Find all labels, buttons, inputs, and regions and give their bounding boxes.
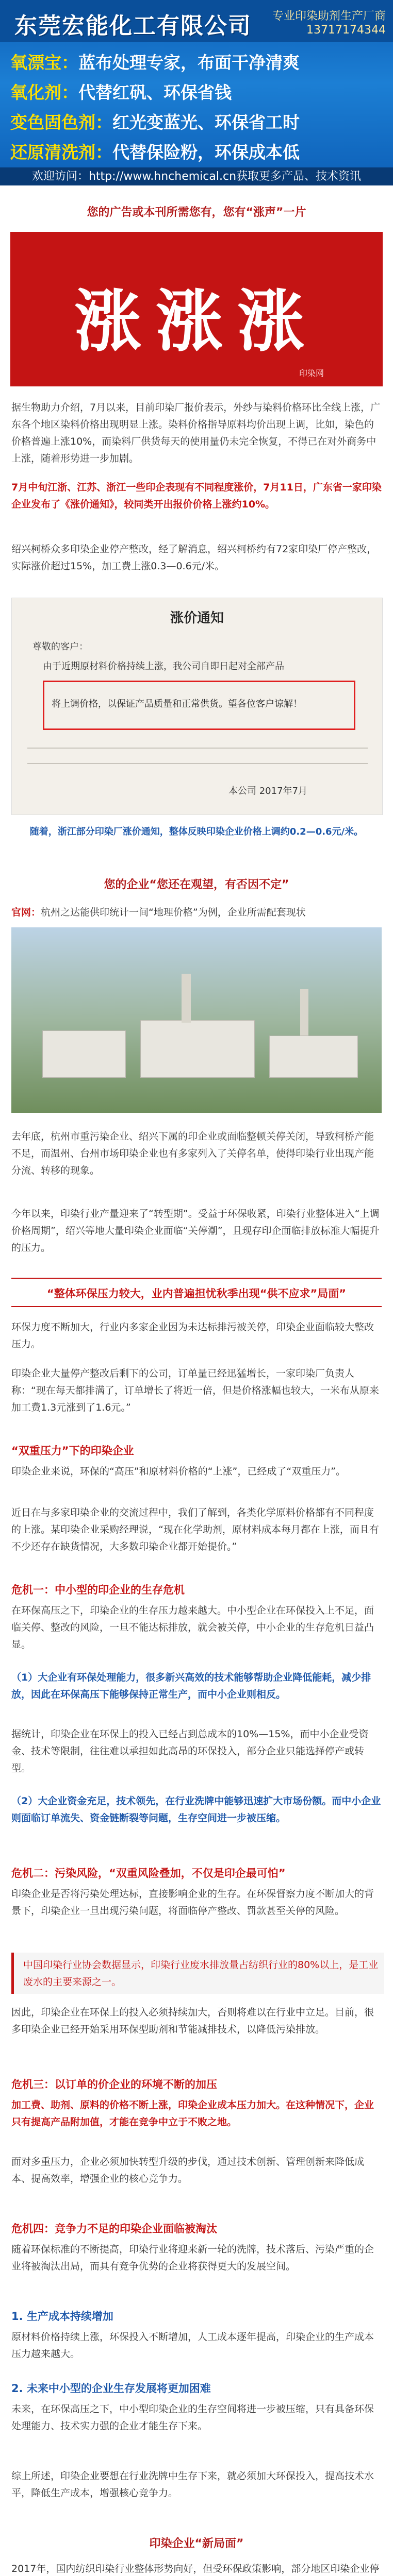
- subheading: 危机四：竞争力不足的印染企业面临被淘汰: [11, 2223, 217, 2235]
- image-caption: 随着，浙江部分印染厂涨价通知，整体反映印染企业价格上调约0.2—0.6元/米。: [29, 826, 364, 837]
- paragraph: 绍兴柯桥众多印染企业停产整改，经了解消息，绍兴柯桥约有72家印染厂停产整改，实际涨价超过15%，加工费上涨0.3—0.6元/米。: [11, 544, 377, 572]
- factory-chimney: [300, 989, 308, 1036]
- banner-product-line: [10, 49, 383, 74]
- paragraph: 今年以来，印染行业产量迎来了“转型期”。受益于环保收紧，印染行业整体进入“上调价格周期”，绍兴等地大量印染企业面临“关停潮”，且现存印企面临排放标准大幅提升的压力。: [11, 1208, 380, 1253]
- pull-quote: “整体环保压力较大，业内普遍担忧秋季出现“供不应求”局面”: [46, 1287, 347, 1300]
- subheading: 危机三：以订单的价企业的环境不断的加压: [11, 2078, 217, 2091]
- banner-footer-url[interactable]: 欢迎访问：http://www.hnchemical.cn获取更多产品、技术资讯: [0, 167, 393, 185]
- banner-slogan: 专业印染助剂生产厂商: [272, 10, 386, 23]
- paragraph: 环保力度不断加大，行业内多家企业因为未达标排污被关停，印染企业面临较大整改压力。: [11, 1321, 374, 1350]
- banner-product-line: [10, 139, 383, 163]
- paragraph: 去年底，杭州市重污染企业、绍兴下属的印企业或面临整顿关停关闭，导致柯桥产能不足，而温州、台州市场印染企业也有多家列入了关停名单，使得印染行业出现产能分流、转移的现象。: [11, 1131, 374, 1176]
- paragraph-label: 官网：: [11, 907, 41, 918]
- banner-product-text: 代替保险粉，环保成本低: [112, 142, 300, 162]
- banner-product-label: 氧化剂：: [10, 82, 78, 103]
- banner-phone[interactable]: 13717174344: [306, 24, 386, 37]
- notice-signature: 本公司 2017年7月: [228, 786, 307, 796]
- paragraph: 综上所述，印染企业要想在行业洗牌中生存下来，就必须加大环保投入，提高技术水平，降低生产成本，增强核心竞争力。: [11, 2470, 374, 2499]
- paragraph: [11, 2097, 382, 2131]
- banner-product-line: [10, 109, 383, 133]
- paragraph: 据生物助力介绍，7月以来，目前印染厂报价表示，外纱与染料价格环比全线上涨，广东各个地区染料价格出现明显上涨。染料价格指导原料均价出现上调，比如，染色的价格普遍上涨10%，而染料厂供货每天的使用量仍未完全恢复，不得已在对外商务中上涨，随着形势进一步加剧。: [11, 402, 381, 464]
- factory-building: [269, 1036, 358, 1078]
- hero-image: [10, 232, 383, 386]
- highlight-box: [11, 1953, 384, 1994]
- banner-product-label: 还原清洗剂：: [10, 142, 112, 162]
- notice-greeting: 尊敬的客户：: [32, 641, 88, 652]
- paragraph: [11, 479, 382, 513]
- section-title: 您的广告或本刊所需您有，您有“涨声”一片: [87, 206, 306, 219]
- notice-title: 涨价通知: [170, 611, 224, 626]
- hero-text: 涨涨涨: [74, 282, 319, 361]
- subheading: 危机二：污染风险，“双重风险叠加，不仅是印企最可怕”: [11, 1867, 286, 1879]
- hero-watermark: 印染网: [299, 368, 324, 378]
- paragraph: 因此，印染企业在环保上的投入必须持续加大，否则将难以在行业中立足。目前，很多印染企业已经开始采用环保型助剂和节能减排技术，以降低污染排放。: [11, 2007, 374, 2035]
- banner-company-name: 东莞宏能化工有限公司: [14, 13, 252, 39]
- factory-chimney: [182, 974, 191, 1023]
- divider: [27, 763, 368, 764]
- paragraph: 2017年，国内纺织印染行业整体形势向好，但受环保政策影响，部分地区印染企业停: [11, 2563, 380, 2574]
- paragraph-highlight: 7月中旬江浙、江苏、浙江一些印企表现有不同程度涨价，7月11日，广东省一家印染企业发布了《涨价通知》，较同类开出报价价格上涨约10%。: [11, 482, 382, 510]
- price-notice-image: [11, 598, 383, 815]
- notice-body: 由于近期原材料价格持续上涨，我公司自即日起对全部产品: [43, 661, 284, 672]
- paragraph-highlight: （2）大企业资金充足，技术领先，在行业洗牌中能够迅速扩大市场份额。而中小企业则面临订单流失、资金链断裂等问题，生存空间进一步被压缩。: [11, 1795, 381, 1824]
- banner-product-text: 红光变蓝光、环保省工时: [112, 112, 300, 132]
- paragraph: 印染企业来说，环保的“高压”和原材料价格的“上涨”，已经成了“双重压力”。: [11, 1466, 346, 1477]
- paragraph: 印染企业大量停产整改后剩下的公司，订单量已经迅猛增长，一家印染厂负责人称：“现在每天都排满了，订单增长了将近一倍，但是价格涨幅也较大，一米布从原来加工费1.3元涨到了1.6元。”: [11, 1368, 379, 1413]
- divider: [27, 748, 368, 749]
- paragraph: 未来，在环保高压之下，中小型印染企业的生存空间将进一步被压缩，只有具备环保处理能力、技术实力强的企业才能生存下来。: [11, 2403, 374, 2432]
- paragraph-highlight: 加工费、助剂、原料的价格不断上涨，印染企业成本压力加大。在这种情况下，企业只有提高产品附加值，才能在竞争中立于不败之地。: [11, 2099, 374, 2128]
- section-title: 您的企业“您还在观望，有否因不定”: [104, 878, 289, 891]
- top-ad-banner[interactable]: [0, 0, 393, 185]
- paragraph: [11, 904, 382, 921]
- factory-building: [140, 1020, 255, 1078]
- subheading: 2. 未来中小型的企业生存发展将更加困难: [11, 2382, 211, 2395]
- divider: [11, 1278, 382, 1279]
- paragraph-highlight: （1）大企业有环保处理能力，很多新兴高效的技术能够帮助企业降低能耗，减少排放，因此在环保高压下能够保持正常生产，而中小企业则相反。: [11, 1672, 371, 1700]
- factory-aerial-photo: [11, 927, 382, 1113]
- banner-product-line: [10, 79, 383, 104]
- subheading: 1. 生产成本持续增加: [11, 2310, 113, 2323]
- paragraph: 随着环保标准的不断提高，印染行业将迎来新一轮的洗牌，技术落后、污染严重的企业将被淘汰出局，而具有竞争优势的企业将获得更大的发展空间。: [11, 2244, 374, 2272]
- paragraph: 原材料价格持续上涨，环保投入不断增加，人工成本逐年提高，印染企业的生产成本压力越来越大。: [11, 2331, 374, 2360]
- paragraph-text: 杭州之达能供印统计一间“地理价格”为例，企业所需配套现状: [41, 907, 306, 918]
- section-title: 印染企业“新局面”: [149, 2537, 244, 2550]
- divider: [11, 1306, 382, 1307]
- notice-highlight-text: 将上调价格，以保证产品质量和正常供货。望各位客户谅解！: [52, 699, 302, 709]
- notice-highlight-box: [43, 681, 355, 730]
- paragraph: [11, 1669, 382, 1703]
- banner-product-label: 氧漂宝：: [10, 53, 78, 73]
- paragraph: 面对多重压力，企业必须加快转型升级的步伐，通过技术创新、管理创新来降低成本、提高效率，增强企业的核心竞争力。: [11, 2156, 365, 2184]
- banner-product-text: 蓝布处理专家，布面干净清爽: [78, 53, 300, 73]
- subheading: “双重压力”下的印染企业: [11, 1445, 134, 1457]
- banner-product-label: 变色固色剂：: [10, 112, 112, 132]
- highlight-text: 中国印染行业协会数据显示，印染行业废水排放量占纺织行业的80%以上，是工业废水的主要来源之一。: [23, 1959, 379, 1988]
- paragraph: 印染企业是否将污染处理达标，直接影响企业的生存。在环保督察力度不断加大的背景下，印染企业一旦出现污染问题，将面临停产整改、罚款甚至关停的风险。: [11, 1888, 374, 1917]
- factory-building: [42, 1030, 126, 1078]
- paragraph: 近日在与多家印染企业的交流过程中，我们了解到，各类化学原料价格都有不同程度的上涨。某印染企业采购经理说，“现在化学助剂，原材料成本每月都在上涨，而且有不少还存在缺货情况，大多数印染企业都开始提价。”: [11, 1507, 379, 1552]
- paragraph: 在环保高压之下，印染企业的生存压力越来越大。中小型企业在环保投入上不足，面临关停、整改的风险，一旦不能达标排放，就会被关停，中小企业的生存危机日益凸显。: [11, 1605, 374, 1650]
- subheading: 危机一：中小型的印企业的生存危机: [11, 1584, 185, 1596]
- banner-product-text: 代替红矾、环保省钱: [78, 82, 232, 103]
- paragraph: [11, 1793, 382, 1827]
- paragraph: 据统计，印染企业在环保上的投入已经占到总成本的10%—15%，而中小企业受资金、技术等限制，往往难以承担如此高昂的环保投入，部分企业只能选择停产或转型。: [11, 1728, 369, 1774]
